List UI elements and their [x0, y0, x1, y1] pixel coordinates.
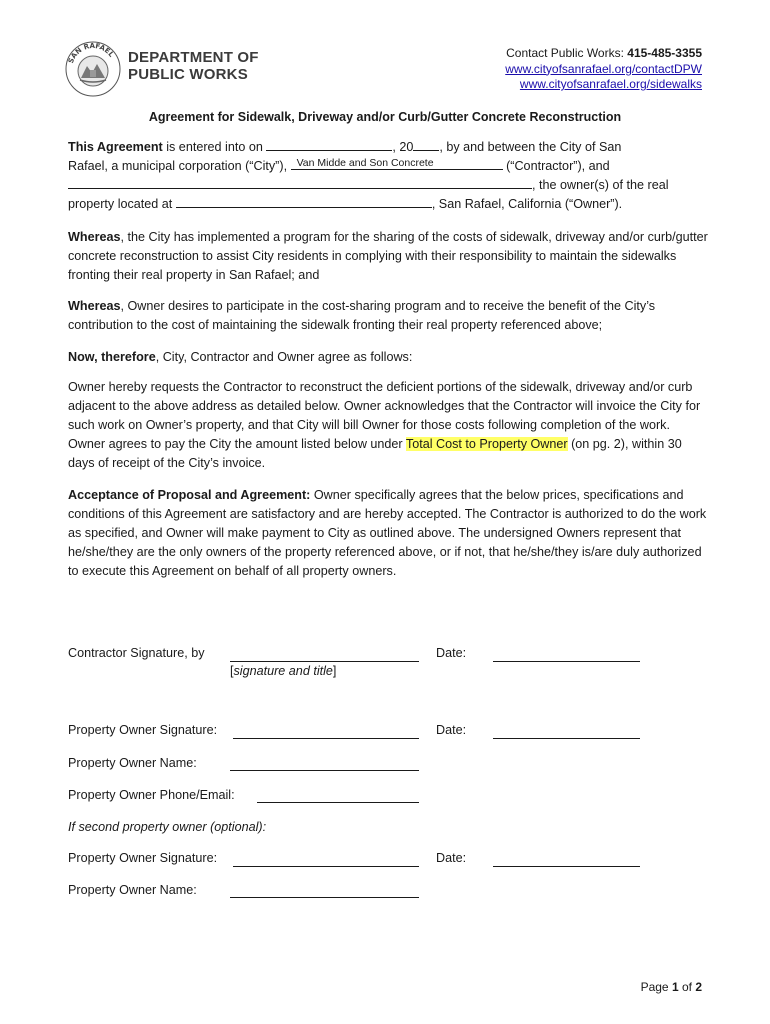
svg-text:SAN RAFAEL: SAN RAFAEL [66, 41, 116, 65]
owner2-name-line[interactable] [230, 897, 419, 898]
intro-paragraph: This Agreement is entered into on , 20 , by and between the City of San Rafael, a municipal corporation (“City”), Van Midde and Son Concrete (“Contractor”), and , the owner(s) of the real property located at , San Rafael, California (“Owner”). [68, 140, 669, 211]
contact-block [505, 46, 702, 93]
request-paragraph: Owner hereby requests the Contractor to reconstruct the deficient portions of the sidewalk, driveway and/or curb adjacent to the above address as detailed below. Owner acknowledges that the Contractor will invoice the City for such work on Owner’s property, and that City will bill Owner for those costs following completion of the work. Owner agrees to pay the City the amount listed below under Total Cost to Property Owner (on pg. 2), within 30 days of receipt of the City’s invoice. [68, 380, 701, 470]
acceptance-paragraph: Acceptance of Proposal and Agreement: Owner specifically agrees that the below prices, specifications and conditions of this Agreement are satisfactory and are hereby accepted. The Contractor is authorized to do the work as specified, and Owner will make payment to City as outlined above. The undersigned Owners represent that he/she/they are the only owners of the property referenced above, or if not, that he/she/they is/are duly authorized to execute this Agreement on behalf of all property owners. [68, 488, 707, 578]
contractor-date-line[interactable] [493, 661, 640, 662]
owner-date-line[interactable] [493, 738, 640, 739]
whereas-paragraph-1: Whereas, the City has implemented a program for the sharing of the costs of sidewalk, driveway and/or curb/gutter concrete reconstruction to assist City residents in complying with their responsibility to maintain the sidewalks fronting their real property in San Rafael; and [68, 230, 708, 282]
contractor-date-label: Date: [436, 646, 467, 660]
contractor-signature-label: Contractor Signature, by [68, 646, 205, 660]
owner-phone-label: Property Owner Phone/Email: [68, 788, 235, 802]
department-name: DEPARTMENT OF PUBLIC WORKS [128, 49, 259, 83]
contractor-name-field[interactable] [291, 157, 503, 170]
second-owner-note: If second property owner (optional): [68, 820, 267, 834]
owner2-date-label: Date: [436, 851, 467, 865]
contractor-name-value: Van Midde and Son Concrete [296, 157, 434, 169]
owner-names-field[interactable] [68, 176, 532, 189]
owner-signature-label: Property Owner Signature: [68, 723, 218, 737]
agreement-date-field[interactable] [266, 138, 392, 151]
now-therefore-paragraph: Now, therefore, City, Contractor and Owner agree as follows: [68, 350, 413, 364]
owner2-signature-label: Property Owner Signature: [68, 851, 218, 865]
agreement-year-field[interactable] [413, 138, 439, 151]
sidewalks-link[interactable]: www.cityofsanrafael.org/sidewalks [519, 77, 702, 91]
contact-dpw-link[interactable]: www.cityofsanrafael.org/contactDPW [505, 61, 702, 76]
owner-name-line[interactable] [230, 770, 419, 771]
owner2-name-label: Property Owner Name: [68, 883, 197, 897]
contact-phone-line: Contact Public Works: 415-485-3355 [506, 46, 702, 60]
owner-name-label: Property Owner Name: [68, 756, 197, 770]
signature-title-note: [signature and title] [230, 664, 337, 678]
whereas-paragraph-2: Whereas, Owner desires to participate in the cost-sharing program and to receive the benefit of the City’s contribution to the cost of maintaining the sidewalk fronting their real property referenced above; [68, 299, 656, 332]
city-seal-icon [64, 40, 122, 98]
property-address-field[interactable] [176, 195, 432, 208]
owner-date-label: Date: [436, 723, 467, 737]
total-cost-highlight: Total Cost to Property Owner [405, 437, 568, 451]
agreement-title: Agreement for Sidewalk, Driveway and/or Curb/Gutter Concrete Reconstruction [148, 110, 622, 124]
owner-signature-line[interactable] [233, 738, 419, 739]
owner2-date-line[interactable] [493, 866, 640, 867]
contractor-signature-line[interactable] [230, 661, 419, 662]
department-logo [64, 40, 264, 98]
contact-phone: 415-485-3355 [627, 46, 702, 60]
page-number: Page 1 of 2 [640, 980, 702, 994]
owner2-signature-line[interactable] [233, 866, 419, 867]
owner-phone-line[interactable] [257, 802, 419, 803]
